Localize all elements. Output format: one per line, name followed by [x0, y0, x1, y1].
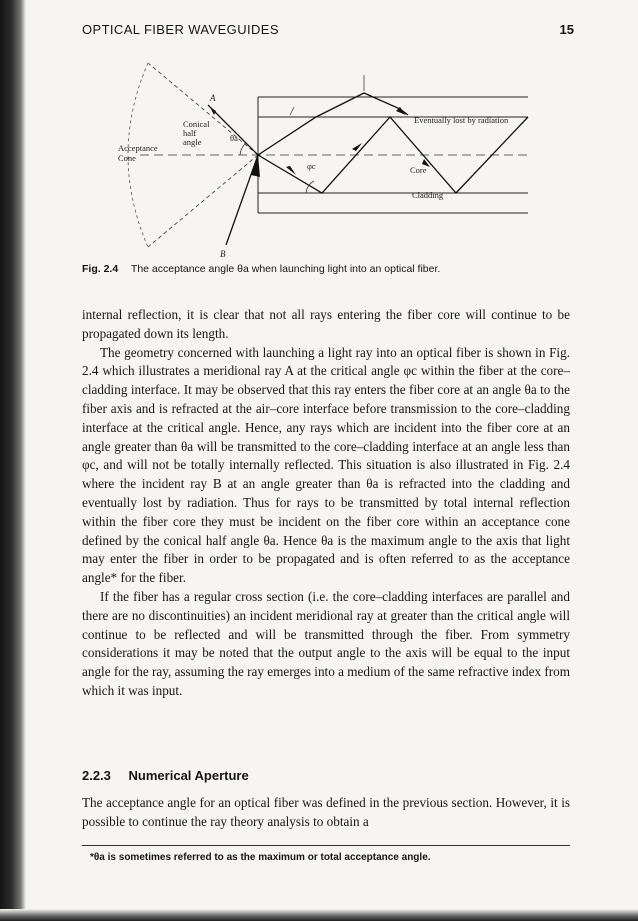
section-body — [82, 794, 570, 832]
radiation-mark-2 — [290, 107, 294, 115]
label-conical-half-angle — [183, 119, 212, 147]
body-text — [82, 306, 570, 701]
paragraph-geometry: The geometry concerned with launching a light ray into an optical fiber is shown in Fig. 2.4 which illustrates a meridional ray A at the critical angle φc within the fiber at the core–cladding interface. It may be observed that this ray enters the fiber core at an angle θa to the fiber axis and is refracted at the air–core interface before transmission to the core–cladding interface at the critical angle. Hence, any rays which are incident into the fiber core at an angle greater than θa will be transmitted to the core–cladding interface at an angle less than φc, and will not be totally internally reflected. This situation is also illustrated in Fig. 2.4 where the incident ray B at an angle greater than θa is refracted into the cladding and eventually lost by radiation. Thus for rays to be transmitted by total internal reflection within the fiber core they must be incident on the fiber core within an acceptance cone defined by the conical half angle θa. Hence θa is the maximum angle to the axis that light may enter the fiber in order to be propagated and is often referred to as the acceptance angle* for the fiber. — [82, 344, 570, 586]
label-ray-a: A — [210, 93, 216, 103]
footnote-rule — [82, 845, 570, 846]
page-number: 15 — [559, 22, 574, 37]
acceptance-line-1: Acceptance — [118, 143, 158, 153]
section-number: 2.2.3 — [82, 768, 111, 783]
caption-figure-number: Fig. 2.4 — [82, 263, 119, 275]
ray-a-arrowhead — [210, 107, 216, 115]
figure-caption — [82, 263, 582, 275]
label-lost-by-radiation: Eventually lost by radiation — [414, 115, 509, 125]
ray-b-refracted-path — [258, 93, 408, 155]
label-core: Core — [410, 165, 427, 175]
conical-line-1: Conical — [183, 119, 210, 129]
cone-upper-edge — [148, 63, 258, 155]
paragraph-numerical-aperture: The acceptance angle for an optical fiber was defined in the previous section. However, it is possible to continue the ray theory analysis to obtain a — [82, 795, 570, 829]
theta-a-arc — [240, 143, 246, 155]
label-theta-a: θa — [230, 133, 238, 143]
section-title: Numerical Aperture — [128, 768, 249, 783]
ray-a-incident — [208, 105, 258, 155]
running-header — [82, 22, 574, 42]
conical-line-3: angle — [183, 137, 202, 147]
label-cladding: Cladding — [412, 190, 444, 200]
section-heading — [82, 768, 570, 783]
figure-acceptance-angle — [100, 55, 530, 260]
conical-line-2: half — [183, 128, 197, 138]
footnote: *θa is sometimes referred to as the maximum or total acceptance angle. — [90, 852, 431, 863]
label-acceptance-cone — [118, 143, 160, 163]
running-title: OPTICAL FIBER WAVEGUIDES — [82, 22, 279, 37]
ray-b-incident — [226, 155, 258, 245]
label-ray-b: B — [220, 249, 226, 259]
ray-b-arrowhead — [251, 155, 260, 177]
page-bottom-shadow — [0, 909, 638, 921]
book-binding-shadow — [0, 0, 26, 921]
figure-diagram — [100, 55, 530, 260]
label-phi-c: φc — [307, 161, 316, 171]
ray-a-arrow-1 — [286, 166, 296, 175]
paragraph-continuation: internal reflection, it is clear that not all rays entering the fiber core will continue to be propagated down its length. — [82, 307, 570, 341]
caption-text: The acceptance angle θa when launching light into an optical fiber. — [130, 263, 441, 275]
acceptance-line-2: Cone — [118, 153, 136, 163]
paragraph-regular-cross-section: If the fiber has a regular cross section (i.e. the core–cladding interfaces are parallel and there are no discontinuities) an incident meridional ray at greater than the critical angle will continue to be reflected and will be transmitted through the fiber. From symmetry considerations it may be noted that the output angle to the axis will be equal to the input angle for the ray, assuming the ray emerges into a medium of the same refractive index from which it was input. — [82, 588, 570, 698]
